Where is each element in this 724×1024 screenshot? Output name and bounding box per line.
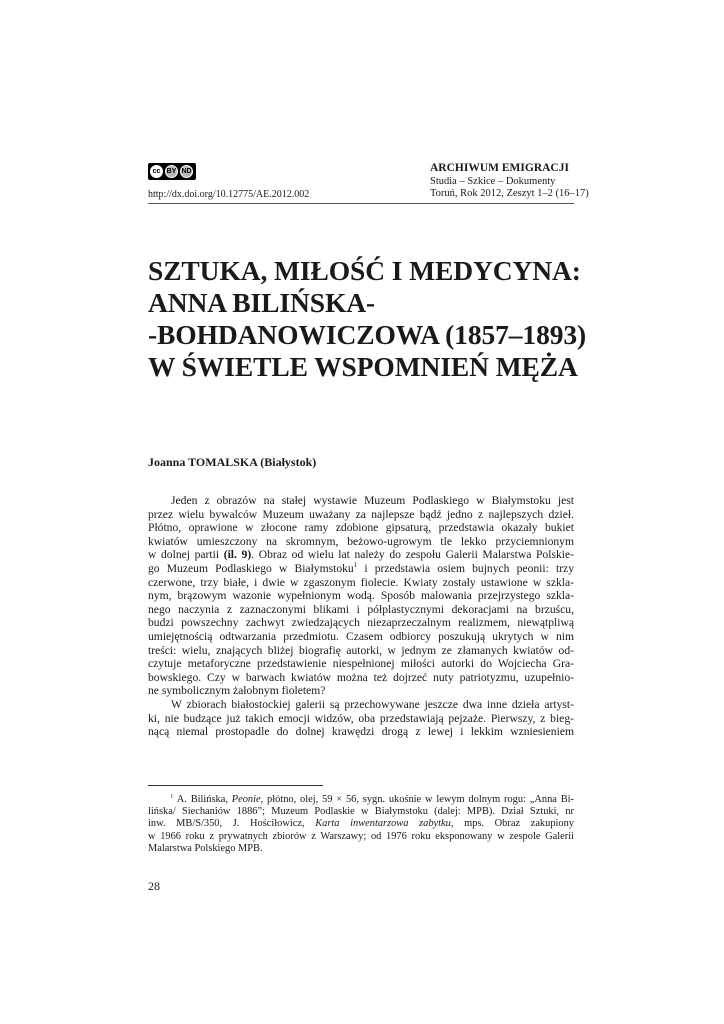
footnote-line: lińska/ Siechaniów 1886”; Muzeum Podlaskie w Białymstoku (dalej: MPB). Dział Sztuki, nr (148, 806, 574, 818)
journal-subtitle: Studia – Szkice – Dokumenty (430, 176, 556, 187)
journal-title: ARCHIWUM EMIGRACJI (430, 162, 569, 174)
body-line: nącą niemal prostopadle do dolnej krawędzi drogą z lewej i lekkim wzniesieniem (148, 725, 574, 739)
body-line: umiejętnością odtwarzania przedmiotu. Czasem odbiorcy poszukują ukrytych w nim (148, 629, 574, 643)
footnote-line: w 1966 roku z prywatnych zbiorów z Warszawy; od 1976 roku eksponowany w zespole Galerii (148, 830, 574, 842)
journal-header (430, 162, 589, 200)
footnote (148, 794, 574, 855)
body-line: go Muzeum Podlaskiego w Białymstoku$^1$ i przedstawia osiem bujnych peonii: trzy (148, 561, 574, 575)
body-line: treści: wielu, znających bliżej biografię autorki, w jednym ze złamanych kwiatów od- (148, 643, 574, 657)
title-line: W ŚWIETLE WSPOMNIEŃ MĘŻA (148, 351, 578, 382)
title-line: SZTUKA, MIŁOŚĆ I MEDYCYNA: (148, 255, 581, 286)
body-line: czytuje metaforyczne przedstawienie niespełnionej miłości autorki do Wojciecha Gra- (148, 657, 574, 671)
author-line: Joanna TOMALSKA (Białystok) (148, 455, 317, 469)
footnote-divider (148, 785, 323, 786)
body-line: w dolnej partii (il. 9). Obraz od wielu lat należy do zespołu Galerii Malarstwa Polskie- (148, 548, 574, 562)
header-divider (148, 203, 574, 204)
footnote-number: 1 (170, 794, 174, 800)
body-line: Płótno, oprawione w złocone ramy zdobione gipsaturą, przedstawia okazały bukiet (148, 521, 574, 535)
body-line: przez wielu bywalców Muzeum uważany za najlepsze bądź jedno z najlepszych dzieł. (148, 507, 574, 521)
figure-reference[interactable]: (il. 9) (223, 548, 252, 562)
body-line: ne symbolicznym żałobnym fioletem? (148, 684, 326, 698)
page-number: 28 (148, 879, 160, 893)
footnote-line: Malarstwa Polskiego MPB. (148, 842, 263, 854)
body-line: czerwone, trzy białe, i dwie w zgaszonym fiolecie. Kwiaty zostały ustawione w szkla- (148, 575, 574, 589)
body-line: Jeden z obrazów na stałej wystawie Muzeum Podlaskiego w Białymstoku jest (171, 494, 574, 507)
footnote-line: inw. MB/S/350, J. Hościłowicz, Karta inwentarzowa zabytku, mps. Obraz zakupiony (148, 818, 574, 830)
title-line: ANNA BILIŃSKA- (148, 287, 376, 318)
cc-license-badge[interactable] (148, 163, 196, 180)
article-body (148, 494, 574, 739)
cc-icon: cc (150, 165, 163, 178)
body-line: kwiatów umieszczony na skromnym, beżowo-ugrowym tle lekko przyciemnionym (148, 534, 574, 548)
title-line: -BOHDANOWICZOWA (1857–1893) (148, 319, 587, 350)
attribution-icon: BY (165, 165, 178, 178)
body-line: nego naczynia z zaznaczonymi blikami i półplastycznymi dekoracjami na brzuścu, (148, 602, 574, 616)
footnote-ref[interactable]: 1 (353, 561, 358, 570)
body-line: W zbiorach białostockiej galerii są przechowywane jeszcze dwa inne dzieła artyst- (171, 697, 574, 711)
footnote-line: $^1$ A. Bilińska, Peonie, płótno, olej, 59 × 56, sygn. ukośnie w lewym dolnym rogu: „Anna Bi- (148, 794, 574, 806)
body-line: ki, nie budzące już takich emocji widzów, oba przedstawiają pejzaże. Pierwszy, z bieg- (148, 711, 574, 725)
article-title (148, 255, 587, 383)
no-derivatives-icon: ND (180, 165, 193, 178)
journal-issue: Toruń, Rok 2012, Zeszyt 1–2 (16–17) (430, 188, 589, 199)
body-line: nym, brązowym wazonie wypełnionym wodą. Sposób malowania przejrzystego szkla- (148, 589, 574, 603)
body-line: budzi powszechny zachwyt zwiedzających niezaprzeczalnym realizmem, niewątpliwą (148, 616, 574, 630)
body-line: bowskiego. Czy w barwach kwiatów można też dojrzeć nuty patriotyzmu, uzupełnio- (148, 670, 574, 684)
doi-link[interactable]: http://dx.doi.org/10.12775/AE.2012.002 (148, 189, 310, 200)
